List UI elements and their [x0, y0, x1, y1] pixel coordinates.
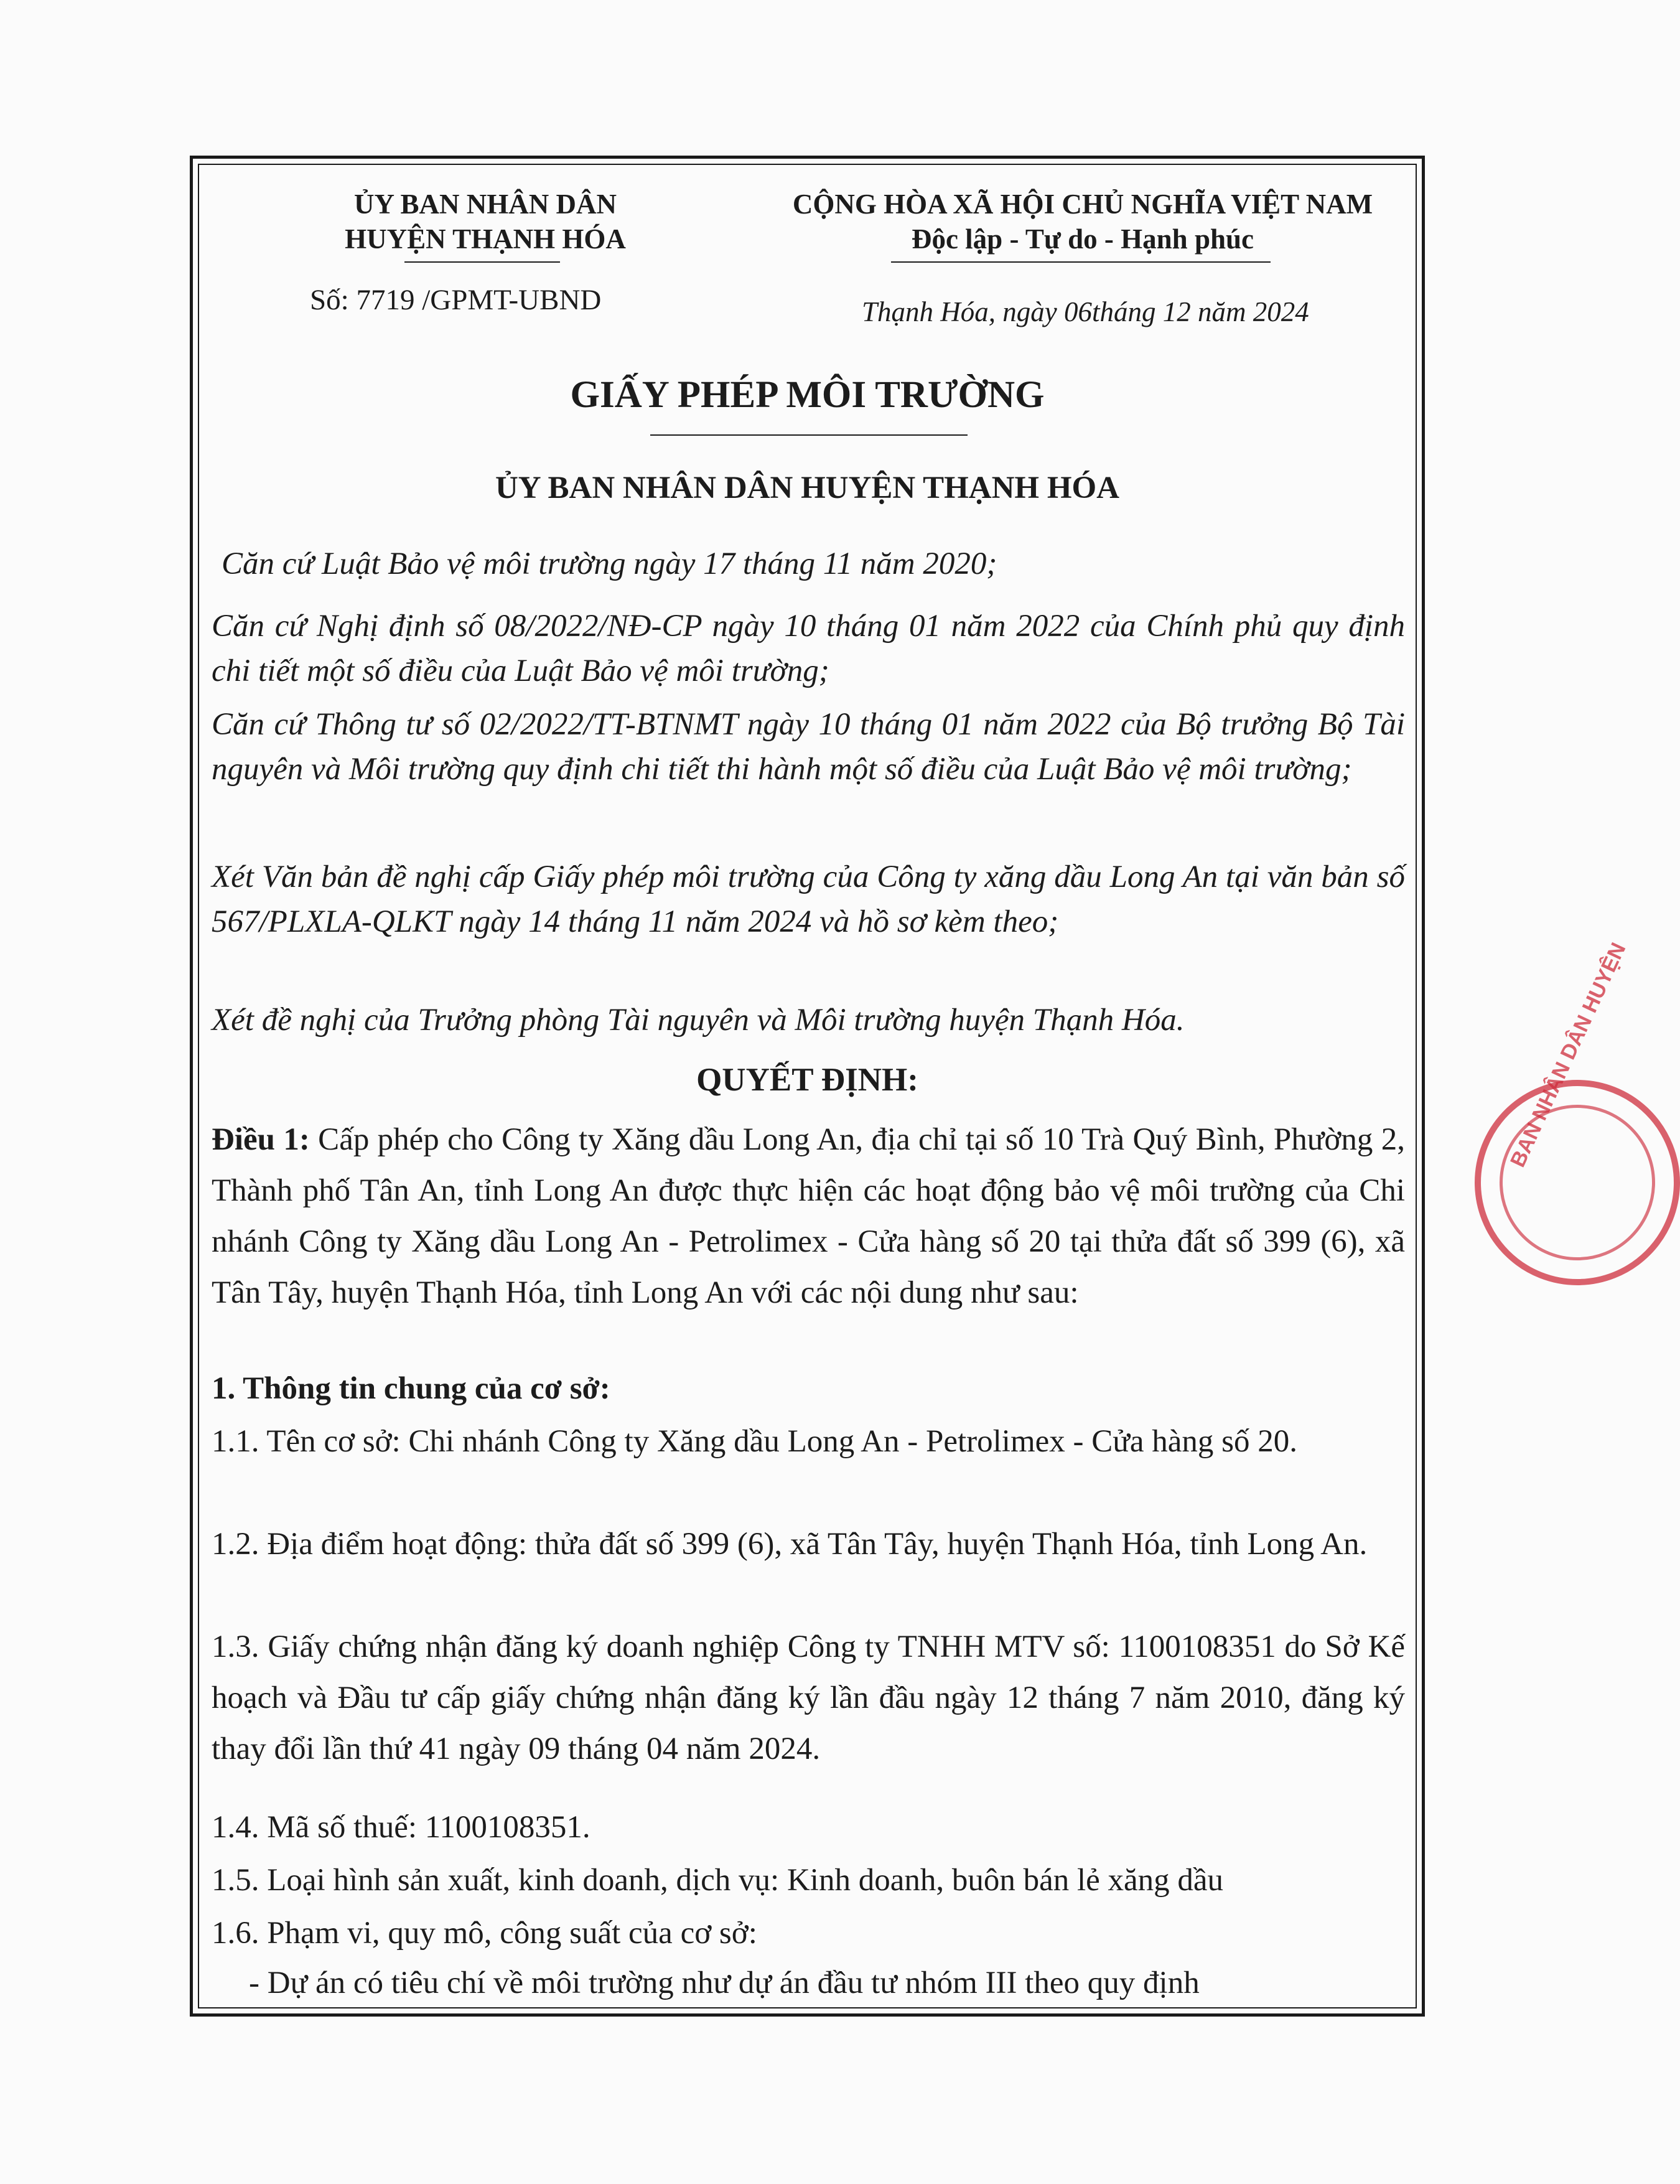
preamble-decree: Căn cứ Nghị định số 08/2022/NĐ-CP ngày 10 tháng 01 năm 2022 của Chính phủ quy định chi tiết một số điều của Luật Bảo vệ môi trường;: [212, 609, 1405, 688]
issuer-line-1: ỦY BAN NHÂN DÂN: [353, 189, 617, 220]
place-date: Thạnh Hóa, ngày 06tháng 12 năm 2024: [862, 296, 1309, 327]
item-1-5: 1.5. Loại hình sản xuất, kinh doanh, dịch vụ: Kinh doanh, buôn bán lẻ xăng dầu: [212, 1863, 1224, 1898]
preamble-proposal: Xét đề nghị của Trưởng phòng Tài nguyên và Môi trường huyện Thạnh Hóa.: [212, 1003, 1185, 1038]
title-underline: [650, 434, 968, 436]
document-number: Số: 7719 /GPMT-UBND: [310, 284, 602, 316]
official-seal-text: BAN NHÂN DÂN HUYỆN: [1506, 939, 1631, 1171]
decision-heading: QUYẾT ĐỊNH:: [696, 1062, 918, 1098]
motto-underline: [891, 261, 1271, 263]
article-1-text: Cấp phép cho Công ty Xăng dầu Long An, địa chỉ tại số 10 Trà Quý Bình, Phường 2, Thành phố Tân An, tỉnh Long An được thực hiện các hoạt động bảo vệ môi trường của Chi nhánh Công ty Xăng dầu Long An - Petrolimex - Cửa hàng số 20 tại thửa đất số 399 (6), xã Tân Tây, huyện Thạnh Hóa, tỉnh Long An với các nội dung như sau:: [212, 1122, 1405, 1310]
item-1-2: 1.2. Địa điểm hoạt động: thửa đất số 399 (6), xã Tân Tây, huyện Thạnh Hóa, tỉnh Long An.: [212, 1527, 1368, 1562]
bullet-project-group: - Dự án có tiêu chí về môi trường như dự án đầu tư nhóm III theo quy định: [249, 1966, 1200, 2000]
item-1-4: 1.4. Mã số thuế: 1100108351.: [212, 1810, 590, 1845]
item-1-3: 1.3. Giấy chứng nhận đăng ký doanh nghiệp Công ty TNHH MTV số: 1100108351 do Sở Kế hoạch và Đầu tư cấp giấy chứng nhận đăng ký lần đầu ngày 12 tháng 7 năm 2010, đăng ký thay đổi lần thứ 41 ngày 09 tháng 04 năm 2024.: [212, 1629, 1405, 1766]
issuer-name: [292, 187, 678, 256]
item-1-6: 1.6. Phạm vi, quy mô, công suất của cơ sở:: [212, 1916, 757, 1951]
document-title: GIẤY PHÉP MÔI TRƯỜNG: [570, 374, 1045, 416]
preamble-law: Căn cứ Luật Bảo vệ môi trường ngày 17 tháng 11 năm 2020;: [222, 546, 997, 581]
national-line-1: CỘNG HÒA XÃ HỘI CHỦ NGHĨA VIỆT NAM: [792, 189, 1373, 220]
national-title: [747, 187, 1419, 256]
section-1-heading: 1. Thông tin chung của cơ sở:: [212, 1371, 610, 1406]
preamble-circular: Căn cứ Thông tư số 02/2022/TT-BTNMT ngày 10 tháng 01 năm 2022 của Bộ trưởng Bộ Tài nguyên và Môi trường quy định chi tiết thi hành một số điều của Luật Bảo vệ môi trường;: [212, 707, 1405, 787]
national-motto: Độc lập - Tự do - Hạnh phúc: [911, 223, 1254, 255]
issuer-underline: [404, 261, 560, 263]
item-1-1: 1.1. Tên cơ sở: Chi nhánh Công ty Xăng dầu Long An - Petrolimex - Cửa hàng số 20.: [212, 1424, 1298, 1459]
article-1: [212, 1114, 1405, 1318]
authority-heading: ỦY BAN NHÂN DÂN HUYỆN THẠNH HÓA: [495, 471, 1120, 505]
preamble-request: Xét Văn bản đề nghị cấp Giấy phép môi trường của Công ty xăng dầu Long An tại văn bản số 567/PLXLA-QLKT ngày 14 tháng 11 năm 2024 và hồ sơ kèm theo;: [212, 860, 1405, 939]
issuer-line-2: HUYỆN THẠNH HÓA: [345, 223, 626, 255]
official-seal: [1475, 939, 1680, 1285]
article-1-label: Điều 1:: [212, 1122, 310, 1157]
